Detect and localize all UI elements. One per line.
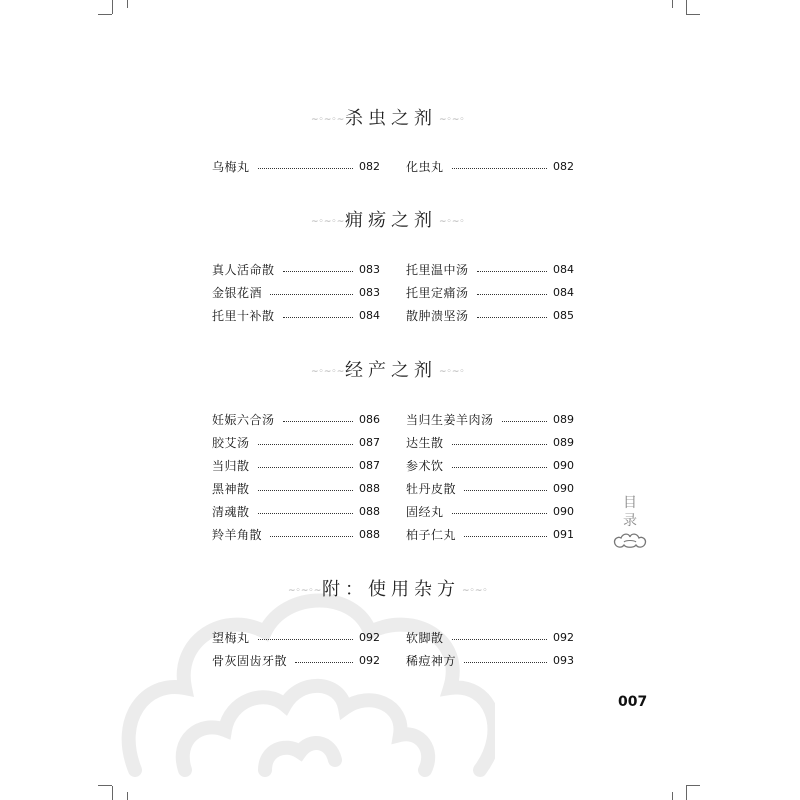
toc-entry-page: 092 [553, 630, 574, 644]
toc-entry[interactable] [212, 410, 380, 428]
crop-mark [672, 792, 673, 800]
toc-entry-page: 093 [553, 653, 574, 667]
toc-entry-page: 090 [553, 481, 574, 495]
dot-leader [452, 513, 547, 514]
toc-entry-title: 参术饮 [406, 458, 444, 473]
toc-entry[interactable] [406, 260, 574, 278]
toc-entry-title: 胶艾汤 [212, 435, 250, 450]
crop-mark [98, 785, 112, 786]
toc-entry-page: 083 [359, 262, 380, 276]
dot-leader [477, 271, 547, 272]
dot-leader [270, 294, 353, 295]
dot-leader [477, 294, 547, 295]
dot-leader [258, 513, 353, 514]
toc-entry-title: 散肿溃坚汤 [406, 308, 469, 323]
section-title-text: 杀虫之剂 [345, 108, 437, 129]
dot-leader [283, 421, 353, 422]
side-tab-label-line: 目 [623, 495, 637, 511]
section-heading [200, 206, 580, 230]
dot-leader [464, 536, 547, 537]
heading-ornament-right-icon: ~◦~◦ [439, 114, 465, 125]
toc-entry-page: 083 [359, 285, 380, 299]
toc-entry[interactable] [212, 479, 380, 497]
section-heading [200, 356, 580, 380]
crop-mark [98, 14, 112, 15]
crop-mark [112, 786, 113, 800]
section-heading [200, 104, 580, 128]
toc-entry[interactable] [406, 479, 574, 497]
dot-leader [452, 168, 547, 169]
toc-entry[interactable] [212, 456, 380, 474]
section-title-text: 附：使用杂方 [322, 579, 460, 600]
toc-entry-title: 骨灰固齿牙散 [212, 653, 288, 668]
heading-ornament-left-icon: ~◦~◦~ [311, 366, 345, 377]
dot-leader [295, 662, 353, 663]
dot-leader [258, 490, 353, 491]
toc-entry[interactable] [406, 651, 574, 669]
toc-entry[interactable] [406, 525, 574, 543]
cloud-watermark-icon [115, 570, 495, 800]
dot-leader [258, 467, 353, 468]
toc-entry-title: 稀痘神方 [406, 653, 457, 668]
toc-entry-page: 088 [359, 504, 380, 518]
toc-entry-page: 090 [553, 458, 574, 472]
toc-entry[interactable] [406, 456, 574, 474]
toc-entry[interactable] [406, 157, 574, 175]
dot-leader [258, 639, 353, 640]
toc-entry-page: 090 [553, 504, 574, 518]
dot-leader [258, 168, 353, 169]
dot-leader [258, 444, 353, 445]
toc-entry-page: 092 [359, 653, 380, 667]
dot-leader [283, 317, 353, 318]
dot-leader [452, 639, 547, 640]
toc-entry[interactable] [212, 525, 380, 543]
heading-ornament-left-icon: ~◦~◦~ [311, 114, 345, 125]
toc-entry-page: 082 [359, 159, 380, 173]
crop-mark [686, 0, 687, 14]
dot-leader [464, 662, 547, 663]
toc-entry-title: 金银花酒 [212, 285, 263, 300]
toc-entry-page: 086 [359, 412, 380, 426]
cloud-ornament-icon [612, 532, 648, 550]
toc-entry[interactable] [212, 628, 380, 646]
crop-mark [686, 785, 700, 786]
toc-entry-page: 088 [359, 527, 380, 541]
heading-ornament-right-icon: ~◦~◦ [439, 366, 465, 377]
toc-entry-title: 固经丸 [406, 504, 444, 519]
dot-leader [452, 467, 547, 468]
section-title-text: 痈疡之剂 [345, 210, 437, 231]
toc-entry[interactable] [406, 283, 574, 301]
toc-entry-title: 乌梅丸 [212, 159, 250, 174]
crop-mark [686, 786, 687, 800]
toc-entry-page: 084 [553, 262, 574, 276]
toc-entry-title: 望梅丸 [212, 630, 250, 645]
toc-entry-title: 羚羊角散 [212, 527, 263, 542]
crop-mark [672, 0, 673, 8]
toc-entry[interactable] [406, 502, 574, 520]
toc-entry[interactable] [406, 433, 574, 451]
toc-entry[interactable] [212, 433, 380, 451]
toc-entry-page: 089 [553, 412, 574, 426]
crop-mark [112, 0, 113, 14]
toc-entry-title: 软脚散 [406, 630, 444, 645]
heading-ornament-right-icon: ~◦~◦ [462, 585, 488, 596]
toc-entry-page: 085 [553, 308, 574, 322]
toc-entry-title: 托里温中汤 [406, 262, 469, 277]
toc-entry-page: 084 [553, 285, 574, 299]
toc-entry-page: 087 [359, 458, 380, 472]
toc-entry-page: 088 [359, 481, 380, 495]
toc-entry-page: 084 [359, 308, 380, 322]
toc-entry-title: 牡丹皮散 [406, 481, 457, 496]
page-number: 007 [618, 694, 648, 710]
toc-entry-title: 清魂散 [212, 504, 250, 519]
toc-entry-title: 托里定痛汤 [406, 285, 469, 300]
toc-entry[interactable] [406, 410, 574, 428]
side-tab-label-line: 录 [623, 513, 637, 529]
toc-entry[interactable] [212, 306, 380, 324]
toc-entry[interactable] [212, 260, 380, 278]
heading-ornament-left-icon: ~◦~◦~ [288, 585, 322, 596]
toc-entry-title: 柏子仁丸 [406, 527, 457, 542]
toc-entry[interactable] [212, 283, 380, 301]
side-tab-label [619, 494, 641, 530]
dot-leader [270, 536, 353, 537]
dot-leader [283, 271, 353, 272]
toc-entry-page: 082 [553, 159, 574, 173]
toc-entry[interactable] [212, 157, 380, 175]
crop-mark [686, 14, 700, 15]
toc-entry-title: 托里十补散 [212, 308, 275, 323]
section-title-text: 经产之剂 [345, 360, 437, 381]
toc-entry-title: 当归生姜羊肉汤 [406, 412, 494, 427]
toc-entry[interactable] [406, 628, 574, 646]
heading-ornament-left-icon: ~◦~◦~ [311, 216, 345, 227]
toc-entry-page: 089 [553, 435, 574, 449]
section-heading [200, 575, 580, 599]
toc-entry-title: 妊娠六合汤 [212, 412, 275, 427]
toc-entry[interactable] [212, 651, 380, 669]
toc-entry-title: 真人活命散 [212, 262, 275, 277]
toc-entry-title: 当归散 [212, 458, 250, 473]
heading-ornament-right-icon: ~◦~◦ [439, 216, 465, 227]
dot-leader [477, 317, 547, 318]
dot-leader [502, 421, 547, 422]
dot-leader [452, 444, 547, 445]
toc-entry[interactable] [406, 306, 574, 324]
toc-entry-page: 092 [359, 630, 380, 644]
toc-entry-title: 化虫丸 [406, 159, 444, 174]
crop-mark [127, 0, 128, 8]
toc-entry-page: 091 [553, 527, 574, 541]
toc-entry-page: 087 [359, 435, 380, 449]
toc-entry[interactable] [212, 502, 380, 520]
toc-entry-title: 黑神散 [212, 481, 250, 496]
toc-entry-title: 达生散 [406, 435, 444, 450]
dot-leader [464, 490, 547, 491]
